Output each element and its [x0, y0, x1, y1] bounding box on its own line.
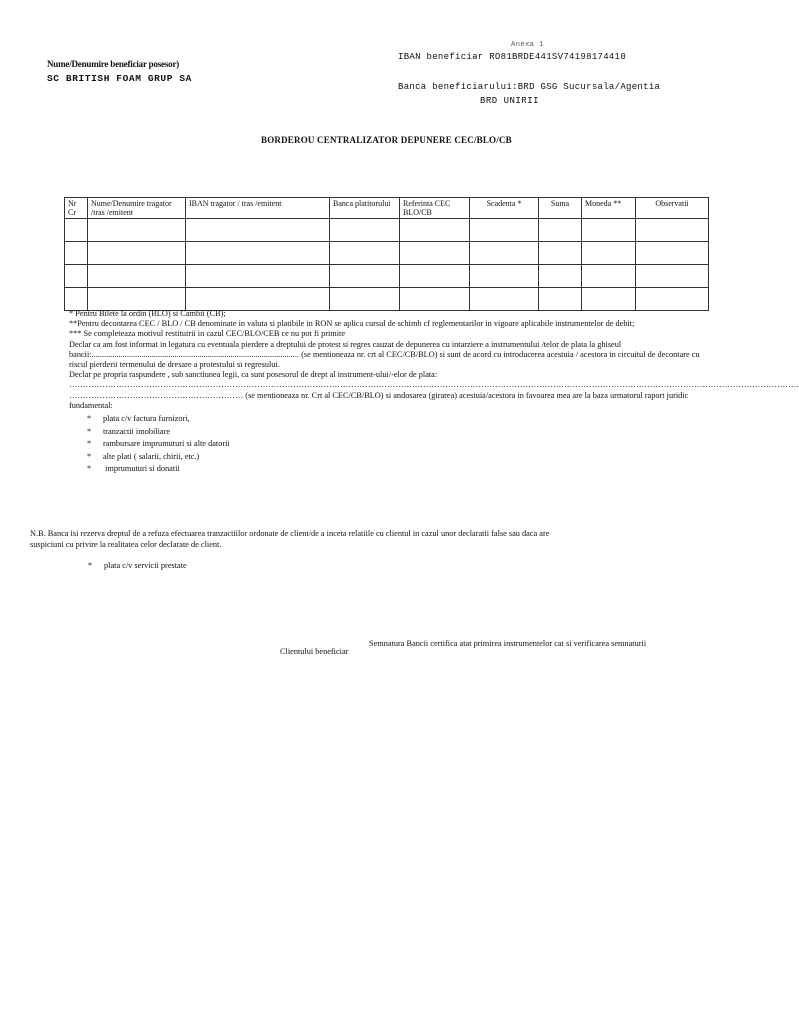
table-cell[interactable] — [330, 242, 400, 265]
table-cell[interactable] — [636, 265, 709, 288]
table-cell[interactable] — [65, 288, 88, 311]
beneficiary-name: SC BRITISH FOAM GRUP SA — [47, 73, 192, 84]
list-item: * tranzactii imobiliare — [87, 426, 714, 439]
table-cell[interactable] — [330, 265, 400, 288]
header-currency: Moneda ** — [582, 198, 636, 219]
table-cell[interactable] — [539, 288, 582, 311]
list-item: * alte plati ( salarii, chirii, etc.) — [87, 451, 714, 464]
table-cell[interactable] — [88, 265, 186, 288]
table-cell[interactable] — [539, 219, 582, 242]
beneficiary-iban: IBAN beneficiar RO81BRDE441SV74198174410 — [398, 52, 627, 62]
list-item: * plata c/v factura furnizori, — [87, 413, 714, 426]
list-item: * imprumuturi si donatii — [87, 463, 714, 476]
dotted-fill-line: ………………………………………………………………………………………………………………………………………………………………………………………………………………………………………… — [69, 380, 799, 390]
table-cell[interactable] — [330, 288, 400, 311]
declaration-informed: Declar ca am fost informat in legatura cu eventuala pierdere a dreptului de protest si regres cauzat de depunerea cu intarziere a instrumentului /telor de plata la ghiseul bancii:.................................................................................................... (se mentioneaza nr. crt al CEC/CB/BLO) si sunt de acord cu introducerea acestuia / acestora in circuitul de decontare cu riscul pierderii termenului de dresare a protestului si regresului. — [69, 339, 700, 370]
declaration-legal-basis: ……………………………………………………… (se mentioneaza nr. Crt al CEC/CB/BLO) si andosarea (girarea) acestuia/acestora in favoarea mea are la baza urmatorul raport juridic fundamental: — [69, 390, 689, 410]
extra-bullet-item: * plata c/v servicii prestate — [88, 561, 187, 570]
bullet-marker: * — [87, 426, 92, 436]
table-cell[interactable] — [88, 288, 186, 311]
bank-signature-label: Semnatura Bancii certifica atat primirea instrumentelor cat si verificarea semnaturii — [369, 639, 647, 648]
table-cell[interactable] — [186, 288, 330, 311]
table-cell[interactable] — [582, 242, 636, 265]
table-cell[interactable] — [186, 265, 330, 288]
header-name: Nume/Denumire tragator /tras /emitent — [88, 198, 186, 219]
table-cell[interactable] — [88, 242, 186, 265]
table-cell[interactable] — [470, 242, 539, 265]
table-cell[interactable] — [582, 265, 636, 288]
table-row — [65, 265, 709, 288]
table-cell[interactable] — [470, 288, 539, 311]
table-cell[interactable] — [400, 288, 470, 311]
table-cell[interactable] — [400, 219, 470, 242]
beneficiary-label: Nume/Denumire beneficiar posesor) — [47, 59, 180, 69]
table-cell[interactable] — [539, 242, 582, 265]
beneficiary-bank-branch: BRD UNIRII — [480, 96, 540, 106]
declaration-owner: Declar pe propria raspundere , sub sanctiunea legii, ca sunt posesorul de drept al instrument-ului/-elor de plata: — [69, 370, 438, 380]
client-signature-label: Clientului beneficiar — [280, 647, 349, 656]
annex-label: Anexa 1 — [511, 41, 544, 49]
header-amount: Suma — [539, 198, 582, 219]
bullet-marker: * — [87, 464, 92, 474]
table-cell[interactable] — [330, 219, 400, 242]
table-cell[interactable] — [65, 219, 88, 242]
deposit-table — [64, 197, 709, 311]
header-observations: Observatii — [636, 198, 709, 219]
table-row — [65, 242, 709, 265]
header-nr: Nr Cr — [65, 198, 88, 219]
note-currency: **Pentru decontarea CEC / BLO / CB denominate in valuta si platibile in RON se aplica cursul de schimb cf reglementarilor in vigoare aplicabile instrumentelor de debit; — [69, 319, 635, 329]
table-cell[interactable] — [65, 265, 88, 288]
table-header-row — [65, 198, 709, 219]
table-cell[interactable] — [400, 242, 470, 265]
note-due-date: * Pentru Bilete la ordin (BLO) si Cambii (CB); — [69, 309, 226, 318]
legal-basis-list — [69, 413, 714, 476]
bullet-marker: * — [88, 561, 93, 570]
bank-notice: N.B. Banca isi rezerva dreptul de a refuza efectuarea tranzactiilor ordonate de client/de a inceta relatiile cu clientul in cazul unor declaratii false sau daca are suspiciuni cu privire la realitatea celor declarate de client. — [30, 529, 550, 549]
beneficiary-bank: Banca beneficiarului:BRD GSG Sucursala/Agentia — [398, 82, 661, 92]
header-reference: Referinta CEC BLO/CB — [400, 198, 470, 219]
table-cell[interactable] — [400, 265, 470, 288]
table-cell[interactable] — [539, 265, 582, 288]
header-due-date: Scadenta * — [470, 198, 539, 219]
table-row — [65, 219, 709, 242]
table-cell[interactable] — [470, 219, 539, 242]
table-cell[interactable] — [88, 219, 186, 242]
table-cell[interactable] — [65, 242, 88, 265]
table-cell[interactable] — [186, 219, 330, 242]
table-row — [65, 288, 709, 311]
bullet-marker: * — [87, 451, 92, 461]
bullet-marker: * — [87, 414, 92, 424]
table-cell[interactable] — [636, 288, 709, 311]
notes-section — [69, 309, 799, 476]
table-cell[interactable] — [470, 265, 539, 288]
note-restitution: *** Se completeaza motivul restituirii in cazul CEC/BLO/CEB ce nu pot fi primite — [69, 329, 346, 339]
table-cell[interactable] — [582, 219, 636, 242]
list-item: * rambursare imprumuturi si alte datorii — [87, 438, 714, 451]
header-bank: Banca platitorului — [330, 198, 400, 219]
document-title: BORDEROU CENTRALIZATOR DEPUNERE CEC/BLO/CB — [261, 135, 512, 145]
bullet-marker: * — [87, 439, 92, 449]
table-cell[interactable] — [582, 288, 636, 311]
table-cell[interactable] — [636, 242, 709, 265]
table-cell[interactable] — [636, 219, 709, 242]
table-cell[interactable] — [186, 242, 330, 265]
header-iban: IBAN tragator / tras /emitent — [186, 198, 330, 219]
